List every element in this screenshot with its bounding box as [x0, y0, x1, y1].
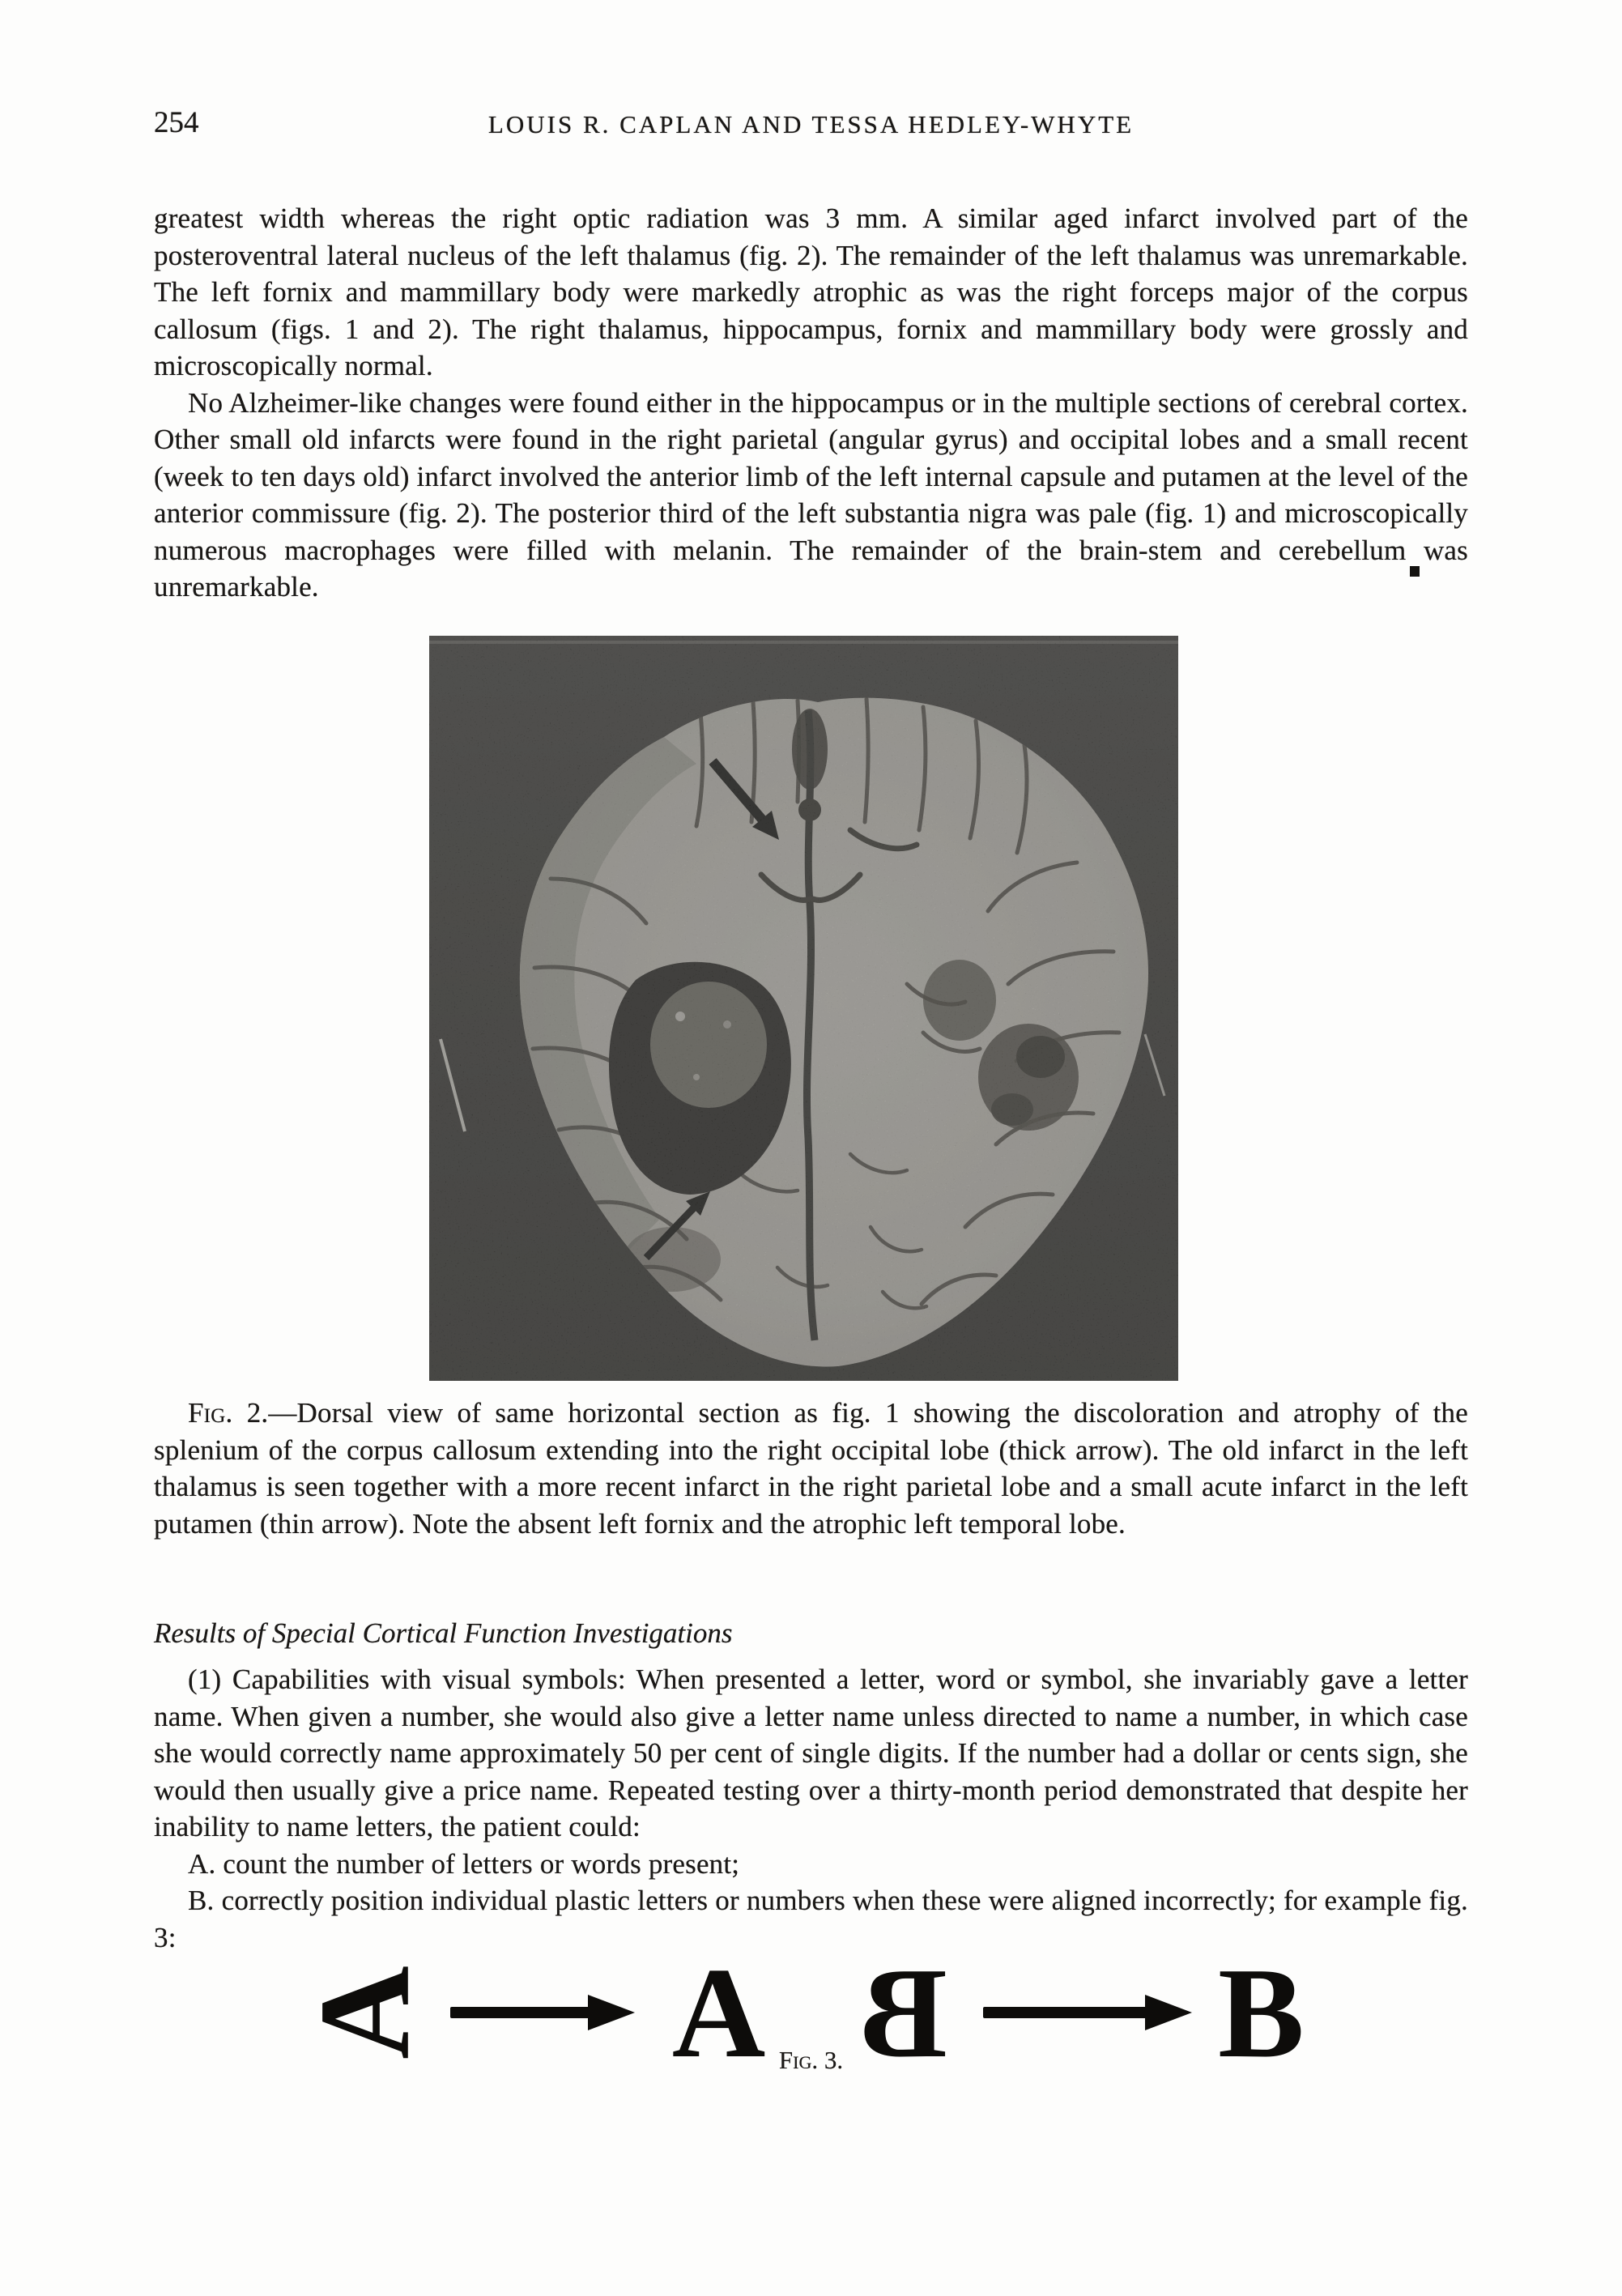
figure3-caption: Fig. 3. — [778, 2046, 844, 2074]
figure3-letter-a: A — [671, 1940, 766, 2085]
paragraph-no-alzheimer: No Alzheimer-like changes were found either in the hippocampus or in the multiple sections of cerebral cortex. Other small old infarcts were found in the right parietal (angular gyrus) and occipital lobes and a small recent (week to ten days old) infarct involved the anterior limb of the left internal capsule and putamen at the level of the anterior commissure (fig. 2). The posterior third of the left substantia nigra was pale (fig. 1) and microscopically numerous macrophages were filled with melanin. The remainder of the brain-stem and cerebellum was unremarkable. — [154, 386, 1468, 603]
print-artifact — [1410, 566, 1420, 577]
brain-section-photograph — [429, 636, 1178, 1381]
paragraph-continuation: greatest width whereas the right optic radiation was 3 mm. A similar aged infarct involved part of the posteroventral lateral nucleus of the left thalamus (fig. 2). The remainder of the left thalamus was unremarkable. The left fornix and mammillary body were markedly atrophic as was the right forceps major of the corpus callosum (figs. 1 and 2). The right thalamus, hippocampus, fornix and mammillary body were grossly and microscopically normal. — [154, 202, 1468, 381]
figure3-arrow-1-right-arrow-icon — [449, 1995, 635, 2030]
paragraph-capabilities: (1) Capabilities with visual symbols: When presented a letter, word or symbol, she invariably gave a letter name. When given a number, she would also give a letter name unless directed to name a number, in which case she would correctly name approximately 50 per cent of single digits. If the number had a dollar or cents sign, she would then usually give a price name. Repeated testing over a thirty-month period demonstrated that despite her inability to name letters, the patient could: — [154, 1663, 1468, 1842]
section-text-block — [154, 1661, 1468, 1956]
list-item-a: A. count the number of letters or words present; — [188, 1847, 740, 1880]
figure2-caption-label: Fig. 2. — [188, 1397, 269, 1429]
figure2-image — [429, 636, 1178, 1381]
body-text-block — [154, 200, 1468, 606]
figure3-mirrored-letter-b: B — [861, 1940, 948, 2085]
figure2-caption-text: —Dorsal view of same horizontal section as fig. 1 showing the discoloration and atrophy of the splenium of the corpus callosum extending into the right occipital lobe (thick arrow). The old infarct in the left thalamus is seen together with a more recent infarct in the right parietal lobe and a small acute infarct in the left putamen (thin arrow). Note the absent left fornix and the atrophic left temporal lobe. — [154, 1397, 1468, 1540]
figure3-rotated-letter-a: A — [292, 1966, 437, 2060]
figure2-caption — [154, 1395, 1468, 1542]
page-number: 254 — [154, 106, 199, 139]
running-title: LOUIS R. CAPLAN AND TESSA HEDLEY-WHYTE — [487, 110, 1135, 138]
list-item-b: B. correctly position individual plastic letters or numbers when these were aligned incorrectly; for example fig. 3: — [154, 1885, 1468, 1953]
figure3-letter-b: B — [1218, 1940, 1305, 2085]
section-heading: Results of Special Cortical Function Investigations — [154, 1617, 733, 1649]
film-grain-light — [429, 636, 1178, 1381]
figure3-arrow-2-right-arrow-icon — [981, 1995, 1192, 2030]
